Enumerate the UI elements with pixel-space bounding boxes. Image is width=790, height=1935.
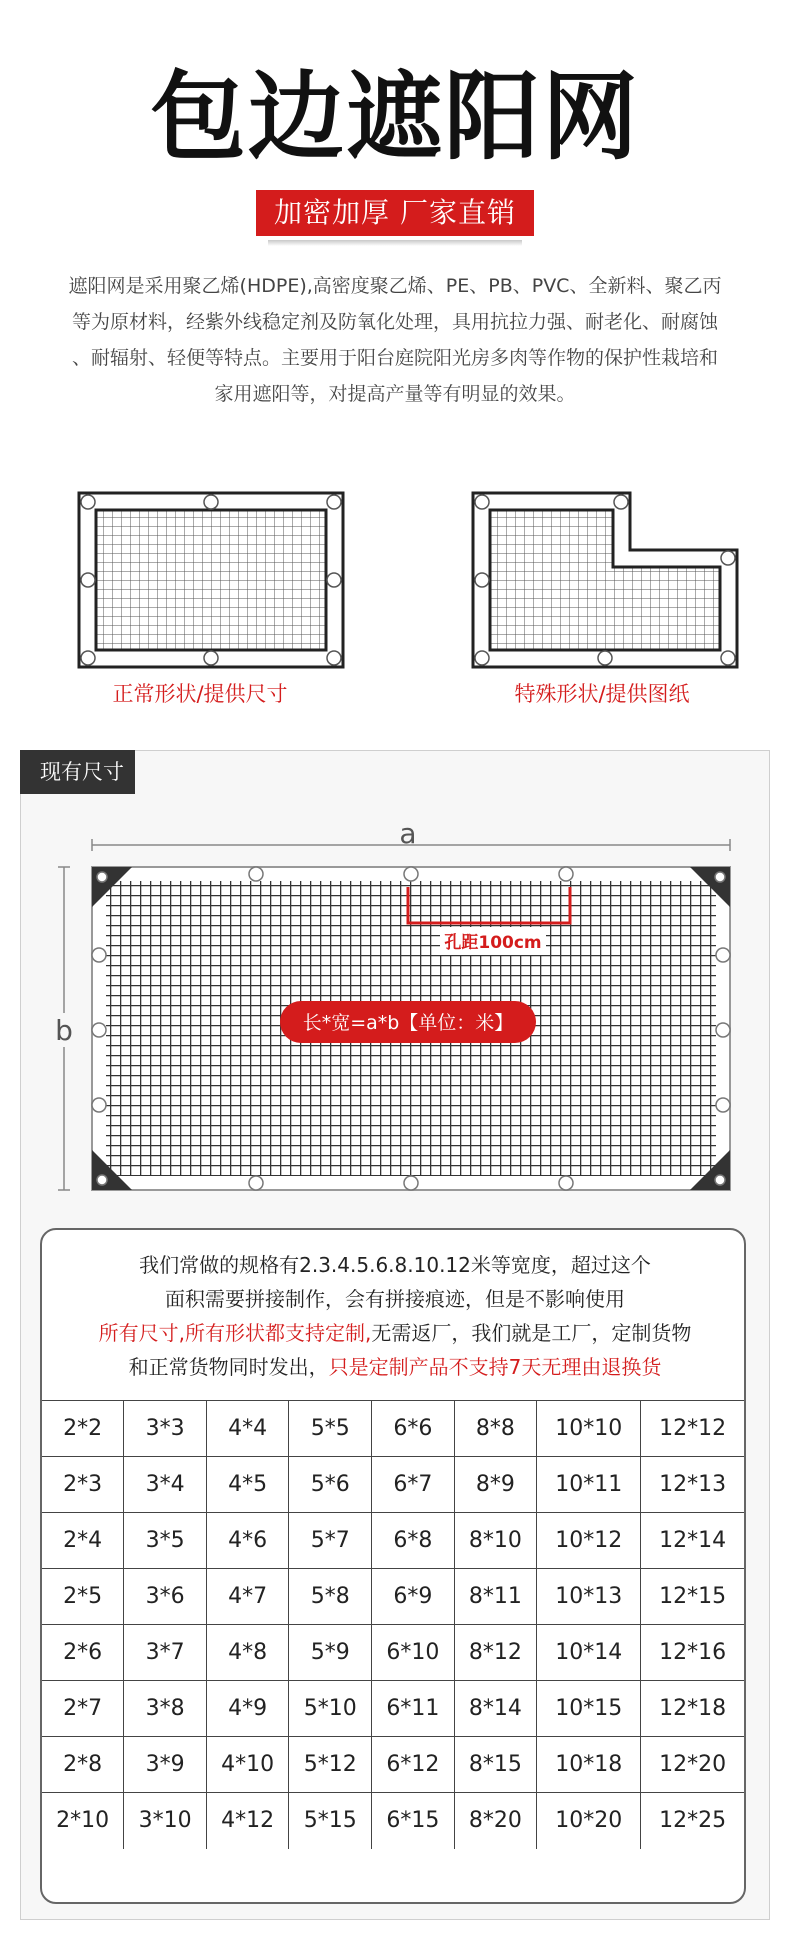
size-cell: 12*20 [641,1737,744,1793]
size-cell: 4*10 [206,1737,289,1793]
banner-shadow [268,240,522,246]
size-cell: 5*7 [289,1513,372,1569]
size-cell: 3*7 [124,1625,207,1681]
size-cell: 8*8 [454,1401,537,1457]
table-row [42,1457,744,1513]
table-row [42,1569,744,1625]
table-row [42,1793,744,1849]
size-cell: 4*6 [206,1513,289,1569]
rectangle-net-icon [76,490,346,670]
size-cell: 3*5 [124,1513,207,1569]
size-cell: 10*14 [537,1625,641,1681]
size-table [42,1400,744,1849]
size-cell: 5*9 [289,1625,372,1681]
promo-banner: 加密加厚 厂家直销 [256,190,534,236]
size-cell: 8*9 [454,1457,537,1513]
dim-b-label: b [55,1014,73,1047]
size-cell: 4*7 [206,1569,289,1625]
dim-a-label: a [399,817,417,850]
size-cell: 3*10 [124,1793,207,1849]
size-cell: 10*20 [537,1793,641,1849]
size-cell: 2*6 [42,1625,124,1681]
special-shape-caption: 特殊形状/提供图纸 [514,682,690,706]
page-title: 包边遮阳网 [150,61,640,173]
size-cell: 6*10 [372,1625,455,1681]
net-grid-illustration [40,815,750,1215]
custom-note-red: 所有尺寸,所有形状都支持定制, [98,1321,372,1345]
size-cell: 5*10 [289,1681,372,1737]
size-cell: 12*16 [641,1625,744,1681]
sizes-tag: 现有尺寸 [20,750,135,794]
size-cell: 12*13 [641,1457,744,1513]
size-cell: 2*7 [42,1681,124,1737]
size-cell: 3*3 [124,1401,207,1457]
size-table-body [42,1401,744,1849]
size-cell: 6*6 [372,1401,455,1457]
size-cell: 5*15 [289,1793,372,1849]
size-cell: 6*15 [372,1793,455,1849]
table-row [42,1681,744,1737]
spec-note-box [40,1228,746,1904]
size-cell: 12*18 [641,1681,744,1737]
table-row [42,1401,744,1457]
intro-line: 等为原材料，经紫外线稳定剂及防氧化处理，具用抗拉力强、耐老化、耐腐蚀 [71,311,718,333]
size-cell: 5*12 [289,1737,372,1793]
size-cell: 4*9 [206,1681,289,1737]
size-cell: 12*25 [641,1793,744,1849]
size-cell: 12*15 [641,1569,744,1625]
note-line-3 [42,1316,746,1350]
shipping-note-black: 和正常货物同时发出， [128,1355,329,1379]
size-cell: 8*14 [454,1681,537,1737]
size-cell: 12*12 [641,1401,744,1457]
l-shape-net-icon [470,490,740,670]
size-cell: 6*12 [372,1737,455,1793]
size-cell: 10*12 [537,1513,641,1569]
table-row [42,1513,744,1569]
size-cell: 2*10 [42,1793,124,1849]
size-cell: 3*4 [124,1457,207,1513]
size-cell: 12*14 [641,1513,744,1569]
intro-line: 遮阳网是采用聚乙烯(HDPE),高密度聚乙烯、PE、PB、PVC、全新料、聚乙丙 [68,275,722,297]
size-cell: 2*4 [42,1513,124,1569]
return-policy-red: 只是定制产品不支持7天无理由退换货 [328,1355,662,1379]
spec-note [42,1248,746,1384]
intro-line: 、耐辐射、轻便等特点。主要用于阳台庭院阳光房多肉等作物的保护性栽培和 [71,347,718,369]
size-cell: 8*20 [454,1793,537,1849]
size-cell: 2*5 [42,1569,124,1625]
size-cell: 10*13 [537,1569,641,1625]
size-cell: 10*10 [537,1401,641,1457]
table-row [42,1625,744,1681]
size-cell: 8*11 [454,1569,537,1625]
size-cell: 6*11 [372,1681,455,1737]
size-cell: 3*6 [124,1569,207,1625]
size-cell: 6*7 [372,1457,455,1513]
size-cell: 6*9 [372,1569,455,1625]
size-cell: 3*9 [124,1737,207,1793]
size-cell: 4*4 [206,1401,289,1457]
size-cell: 5*8 [289,1569,372,1625]
size-cell: 4*8 [206,1625,289,1681]
custom-note-black: 无需返厂，我们就是工厂，定制货物 [371,1321,692,1345]
size-cell: 5*5 [289,1401,372,1457]
note-line-1: 我们常做的规格有2.3.4.5.6.8.10.12米等宽度，超过这个 [139,1253,651,1277]
intro-line: 家用遮阳等，对提高产量等有明显的效果。 [214,383,576,405]
note-line-4 [42,1350,746,1384]
size-cell: 8*12 [454,1625,537,1681]
table-row [42,1737,744,1793]
hole-spacing-label: 孔距100cm [444,933,542,953]
size-cell: 2*3 [42,1457,124,1513]
size-cell: 4*5 [206,1457,289,1513]
size-cell: 8*15 [454,1737,537,1793]
size-cell: 5*6 [289,1457,372,1513]
size-cell: 2*2 [42,1401,124,1457]
size-cell: 10*15 [537,1681,641,1737]
size-cell: 10*11 [537,1457,641,1513]
size-cell: 10*18 [537,1737,641,1793]
size-formula: 长*宽=a*b【单位：米】 [302,1012,514,1034]
size-cell: 6*8 [372,1513,455,1569]
size-cell: 3*8 [124,1681,207,1737]
normal-shape-caption: 正常形状/提供尺寸 [112,682,288,706]
size-cell: 2*8 [42,1737,124,1793]
size-cell: 4*12 [206,1793,289,1849]
note-line-2: 面积需要拼接制作，会有拼接痕迹，但是不影响使用 [165,1287,625,1311]
size-cell: 8*10 [454,1513,537,1569]
intro-text [50,268,740,412]
